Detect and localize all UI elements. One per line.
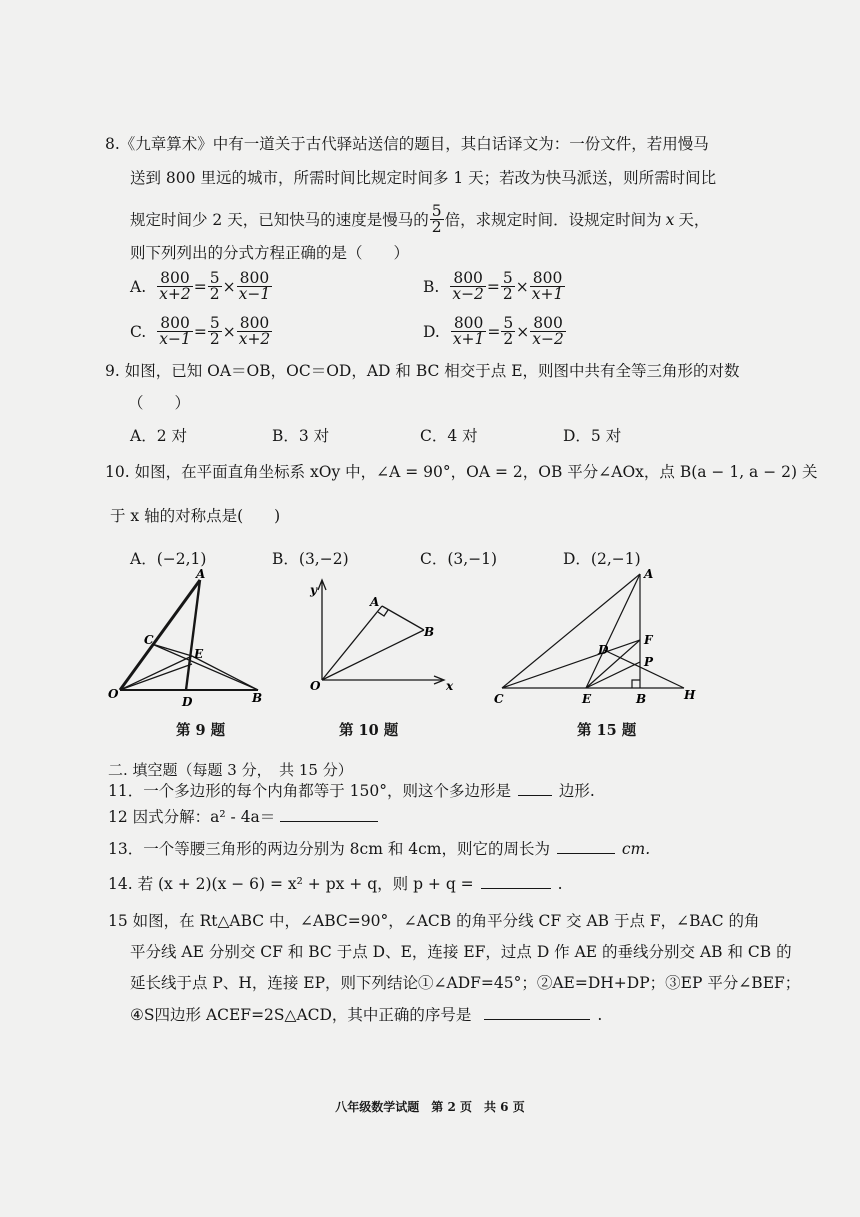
q11-end: 边形. [558,782,595,800]
q10-line1: 10. 如图，在平面直角坐标系 xOy 中，∠A = 90°，OA = 2，OB 平分∠AOx，点 B(a − 1, a − 2) 关 [105,463,818,481]
q8-var-x: x [665,210,675,229]
q8-line3-b: 倍，求规定时间．设规定时间为 [444,210,662,229]
q15-end: . [597,1006,603,1024]
q8-option-b [423,271,566,302]
fig9-label-o: O [108,687,119,701]
option-label: A. [130,277,147,296]
fig15-label-e: E [582,692,592,706]
frac-num: 5 [209,269,220,287]
frac-num: 5 [503,314,514,332]
frac-num: 800 [451,316,487,332]
q15-answer-blank [484,1005,590,1020]
times-sign: × [515,277,529,296]
frac-num: 800 [237,316,273,332]
frac-num: 5 [502,269,513,287]
fig9-label-c: C [144,633,154,647]
fig15-line-cf [502,640,640,688]
page-footer: 八年级数学试题 第 2 页 共 6 页 [335,1100,525,1114]
equals-sign: = [193,277,207,296]
frac-den: 2 [209,330,220,348]
equals-sign: = [487,322,501,341]
frac-num: 800 [530,316,566,332]
q13-end: cm. [621,840,651,858]
fig9-line-eb [192,656,258,690]
frac-den: x−1 [159,330,191,348]
frac-den: x+1 [531,285,564,303]
q8-line3-c: 天， [678,210,710,229]
figure-15-caption: 第 15 题 [577,722,637,739]
option-label: C. [130,322,147,341]
frac-den: 2 [503,330,514,348]
q8-line3-a: 规定时间少 2 天，已知快马的速度是慢马的 [130,210,429,229]
frac-num: 800 [450,271,486,287]
fig15-label-f: F [644,633,653,647]
q13-text: 13．一个等腰三角形的两边分别为 8cm 和 4cm，则它的周长为 [108,840,550,858]
times-sign: × [516,322,530,341]
fig10-line-ob [322,630,424,680]
q9-option-d: D．5 对 [563,427,622,445]
times-sign: × [222,322,236,341]
frac-den: x−1 [238,285,271,303]
option-label: B. [423,277,440,296]
q10-line2: 于 x 轴的对称点是( ) [110,507,281,525]
frac-num: 5 [209,314,220,332]
fig10-line-ab [382,606,424,630]
q15-line3: 延长线于点 P、H，连接 EP，则下列结论①∠ADF=45°；②AE=DH+DP；③EP 平分∠BEF； [130,974,801,992]
q10-option-b: B．(3,−2) [272,550,349,568]
q14 [108,873,563,895]
fig10-label-a: A [370,595,380,609]
fig15-label-b: B [636,692,647,706]
frac-num: 800 [237,271,273,287]
q8-ratio-fraction [430,204,444,235]
section-2-heading: 二. 填空题（每题 3 分， 共 15 分） [108,761,353,779]
figure-9-caption: 第 9 题 [176,722,226,739]
q11-answer-blank [518,781,552,796]
q10-option-c: C．(3,−1) [420,550,498,568]
q8-option-c [130,316,273,347]
fig9-label-d: D [182,695,193,709]
frac-den: 2 [209,285,220,303]
fig15-label-a: A [644,567,654,581]
frac-den: x+2 [238,330,271,348]
q9-option-a: A．2 对 [130,427,187,445]
figure-15 [492,566,702,716]
frac-den: x−2 [532,330,564,348]
times-sign: × [222,277,236,296]
equals-sign: = [486,277,500,296]
q10-option-a: A．(−2,1) [130,550,207,568]
q9-line1: 9. 如图，已知 OA＝OB，OC＝OD，AD 和 BC 相交于点 E，则图中共有全等三角形的对数 [105,362,740,380]
q12-answer-blank [280,807,378,822]
fig9-label-a: A [196,567,206,581]
q9-option-b: B．3 对 [272,427,330,445]
frac-num: 800 [530,271,566,287]
q8-line3 [130,204,709,235]
fig15-right-angle [632,680,640,688]
q8-ratio-den: 2 [431,218,442,236]
q15-line2: 平分线 AE 分别交 CF 和 BC 于点 D、E，连接 EF，过点 D 作 AE 的垂线分别交 AB 和 CB 的 [130,943,792,961]
fig10-label-x: x [446,679,454,693]
q10-option-d: D．(2,−1) [563,550,641,568]
fig15-label-h: H [684,688,696,702]
q8-line4: 则下列列出的分式方程正确的是（ ） [130,244,410,262]
frac-num: 800 [157,271,193,287]
fig10-line-oa [322,606,382,680]
q13 [108,838,650,860]
fig15-label-p: P [644,655,654,669]
fig10-label-b: B [424,625,435,639]
q15-line4-text: ④S四边形 ACEF=2S△ACD，其中正确的序号是 [130,1006,472,1024]
fig9-label-b: B [252,691,263,705]
frac-den: 2 [502,285,513,303]
q14-end: . [557,875,563,893]
q15-line4 [130,1004,602,1026]
q14-text: 14. 若 (x + 2)(x − 6) = x² + px + q，则 p + q = [108,875,474,893]
q8-ratio-num: 5 [431,202,442,220]
q8-option-d [423,316,567,347]
q12 [108,806,378,828]
frac-den: x+1 [452,330,485,348]
q8-option-a [130,271,273,302]
q11-text: 11．一个多边形的每个内角都等于 150°，则这个多边形是 [108,782,511,800]
q15-line1: 15 如图，在 Rt△ABC 中，∠ABC=90°，∠ACB 的角平分线 CF 交 AB 于点 F，∠BAC 的角 [108,912,760,930]
figure-10-caption: 第 10 题 [339,722,399,739]
q9-option-c: C．4 对 [420,427,478,445]
option-label: D. [423,322,440,341]
frac-den: x−2 [452,285,484,303]
fig10-label-y: y [310,583,317,597]
equals-sign: = [193,322,207,341]
fig9-line-ce [152,644,192,656]
fig10-label-o: O [310,679,321,693]
fig9-label-e: E [194,647,204,661]
figure-10 [300,572,465,702]
q9-line2: （ ） [128,394,191,412]
q12-text: 12 因式分解：a² - 4a＝ [108,808,276,826]
q8-line1: 8.《九章算术》中有一道关于古代驿站送信的题目，其白话译文为：一份文件，若用慢马 [105,135,709,153]
frac-den: x+2 [159,285,191,303]
fig15-line-ae [586,574,640,688]
frac-num: 800 [157,316,193,332]
q13-answer-blank [557,839,615,854]
q14-answer-blank [481,874,551,889]
fig10-right-angle [378,610,388,616]
figure-9 [108,566,268,716]
fig15-label-c: C [494,692,504,706]
fig15-line-ac [502,574,640,688]
fig15-label-d: D [598,643,609,657]
q11 [108,780,595,802]
q8-line2: 送到 800 里远的城市，所需时间比规定时间多 1 天；若改为快马派送，则所需时间比 [130,169,717,187]
